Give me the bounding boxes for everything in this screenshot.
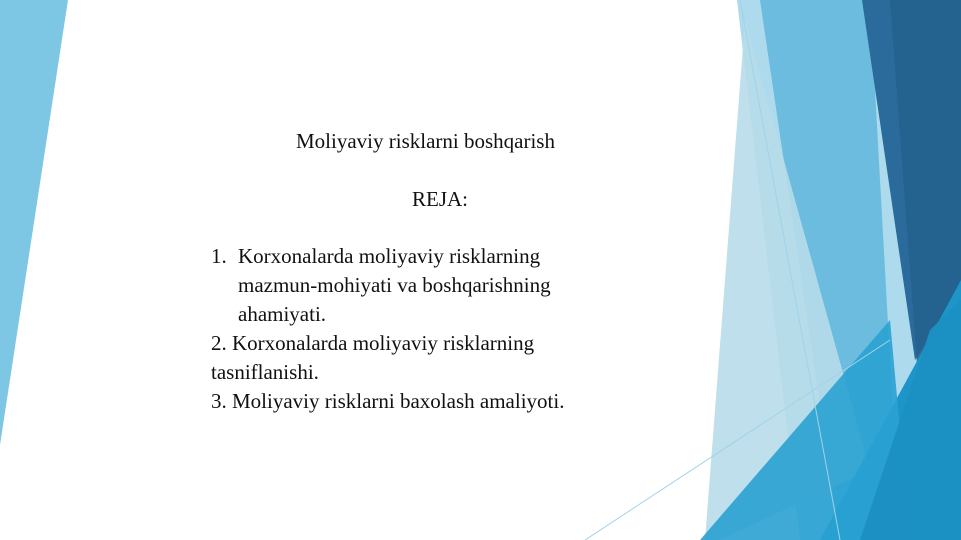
plan-heading: REJA:: [412, 187, 469, 211]
list-item-line: tasniflanishi.: [211, 360, 319, 384]
list-item-line: 2. Korxonalarda moliyaviy risklarning: [211, 331, 535, 355]
left-accent-shape: [0, 0, 68, 445]
slide-title: Moliyaviy risklarni boshqarish: [296, 129, 555, 153]
list-item: [211, 329, 641, 387]
list-item: [211, 242, 641, 329]
plan-list: [211, 242, 641, 416]
list-item-text: Korxonalarda moliyaviy risklarning mazmun-mohiyati va boshqarishning ahamiyati.: [238, 244, 551, 326]
list-item-number: 1.: [211, 244, 227, 268]
list-item: 3. Moliyaviy risklarni baxolash amaliyoti.: [211, 389, 565, 413]
